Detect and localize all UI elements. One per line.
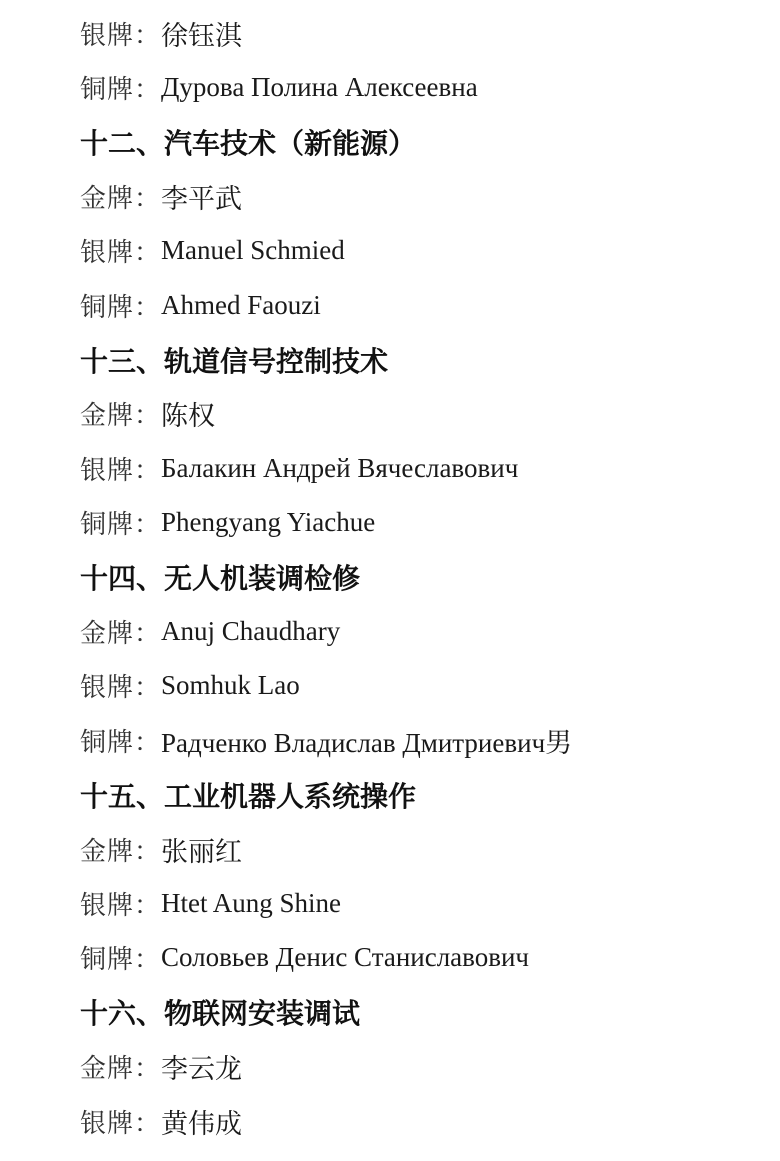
- award-row-silver: [80, 441, 770, 495]
- award-row-bronze: [80, 931, 770, 985]
- winner-name: Дурова Полина Алексеевна: [161, 72, 478, 103]
- winner-name: Балакин Андрей Вячеславович: [161, 452, 519, 483]
- award-row-silver: [80, 659, 770, 713]
- winner-name: 李云龙: [161, 1054, 243, 1085]
- award-label: 金牌：: [80, 183, 162, 214]
- award-row-gold: [80, 604, 770, 658]
- award-label: 银牌：: [80, 1108, 162, 1139]
- award-label: 银牌：: [80, 673, 162, 704]
- award-row-gold: [80, 169, 770, 223]
- winner-name: Manuel Schmied: [161, 235, 345, 266]
- award-label: 金牌：: [80, 1054, 162, 1085]
- award-row-bronze: [80, 278, 770, 332]
- award-label: 金牌：: [80, 401, 162, 432]
- winner-name: Htet Aung Shine: [161, 887, 342, 918]
- award-label: 金牌：: [80, 836, 162, 867]
- award-row-gold: [80, 1039, 770, 1093]
- award-row-silver: [80, 876, 770, 930]
- award-row-silver: [80, 1094, 770, 1148]
- category-heading: 十六、物联网安装调试: [80, 997, 361, 1031]
- winner-name: Phengyang Yiachue: [161, 507, 376, 538]
- award-label: 铜牌：: [80, 75, 162, 106]
- category-heading: 十四、无人机装调检修: [80, 562, 361, 596]
- award-row-gold: [80, 822, 770, 876]
- award-label: 铜牌：: [80, 510, 162, 541]
- award-label: 银牌：: [80, 455, 162, 486]
- award-row-silver: [80, 6, 770, 60]
- winner-name: Радченко Владислав Дмитриевич男: [161, 727, 573, 758]
- category-heading: 十二、汽车技术（新能源）: [80, 126, 417, 160]
- award-label: 铜牌：: [80, 945, 162, 976]
- award-row-bronze: [80, 713, 770, 767]
- award-label: 铜牌：: [80, 292, 162, 323]
- award-label: 铜牌：: [80, 727, 162, 758]
- award-row-bronze: [80, 60, 770, 114]
- award-list-document: [80, 6, 770, 1148]
- category-heading: 十五、工业机器人系统操作: [80, 779, 417, 813]
- winner-name: 黄伟成: [161, 1108, 243, 1139]
- winner-name: Ahmed Faouzi: [161, 289, 321, 320]
- award-label: 银牌：: [80, 238, 162, 269]
- award-row-silver: [80, 224, 770, 278]
- award-label: 银牌：: [80, 20, 162, 51]
- winner-name: Anuj Chaudhary: [161, 615, 341, 646]
- winner-name: Соловьев Денис Станиславович: [161, 942, 529, 973]
- award-row-bronze: [80, 496, 770, 550]
- winner-name: 李平武: [161, 183, 243, 214]
- winner-name: 陈权: [161, 401, 216, 432]
- award-label: 金牌：: [80, 618, 162, 649]
- winner-name: 徐钰淇: [161, 20, 243, 51]
- category-heading: 十三、轨道信号控制技术: [80, 344, 389, 378]
- award-label: 银牌：: [80, 890, 162, 921]
- winner-name: 张丽红: [161, 836, 243, 867]
- award-row-gold: [80, 387, 770, 441]
- winner-name: Somhuk Lao: [161, 670, 300, 701]
